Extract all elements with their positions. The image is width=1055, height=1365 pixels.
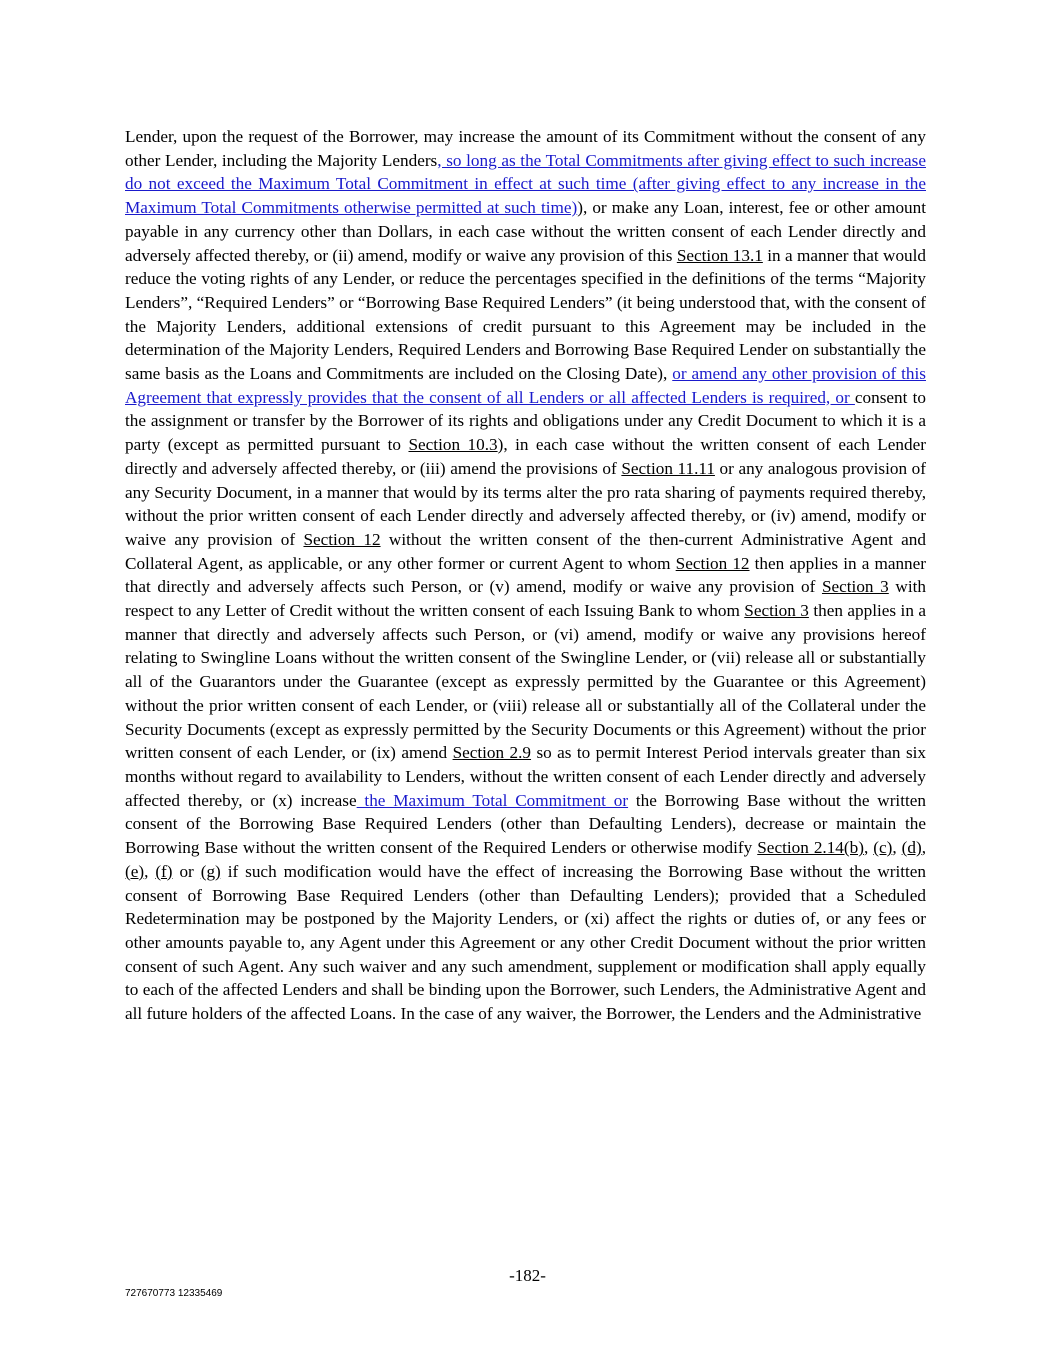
section-reference: (f) (155, 861, 173, 881)
text-run: or any analogous provision of any Security Document, in a manner that would by its terms alter the pro rata sharing of payments required thereby, without the prior written consent of each Lender directly and adversely affected thereby, or (iv) amend, modify or waive any provision of (125, 458, 926, 549)
text-run: Lender, upon the request of the Borrower, may increase the amount of its Commitment without the consent of any other Lender, including the Majority Lenders (125, 127, 926, 170)
section-reference: (d) (901, 838, 922, 858)
text-run: , (863, 838, 874, 858)
text-run: , (144, 861, 156, 881)
text-run: with respect to any Letter of Credit without the written consent of each Issuing Bank to whom (125, 577, 926, 621)
section-reference: Section 2.14(b) (757, 838, 864, 858)
text-run: ), or make any Loan, interest, fee or other amount payable in any currency other than Dollars, in each case without the written consent of each Lender directly and adversely affected thereby, or (ii) amend, modify or waive any provision of this (125, 198, 926, 265)
text-run: , (892, 838, 902, 858)
text-run: the Borrowing Base without the written consent of the Borrowing Base Required Lenders (other than Defaulting Lenders), decrease or maintain the Borrowing Base without the written consent of the Required Lenders or otherwise modify (125, 790, 926, 858)
text-run: ), in each case without the written consent of each Lender directly and adversely affected thereby, or (iii) amend the provisions of (125, 435, 926, 478)
section-reference: Section 10.3 (408, 435, 498, 455)
inserted-text: or amend any other provision of this Agreement that expressly provides that the consent of all Lenders or all affected Lenders is required, or (125, 364, 926, 407)
section-reference: Section 11.11 (621, 458, 715, 478)
section-reference: Section 3 (744, 601, 809, 621)
inserted-text: the Maximum Total Commitment or (356, 790, 629, 810)
text-run: in a manner that would reduce the voting rights of any Lender, or reduce the percentages specified in the definitions of the terms “Majority Lenders”, “Required Lenders” or “Borrowing Base Required Lenders” (it being understood that, with the consent of the Majority Lenders, additional extensions of credit pursuant to this Agreement may be included in the determination of the Majority Lenders, Required Lenders and Borrowing Base Required Lender on substantially the same basis as the Loans and Commitments are included on the Closing Date), (125, 245, 927, 384)
section-reference: Section 3 (821, 577, 889, 597)
text-run: consent to the assignment or transfer by the Borrower of its rights and obligations under any Credit Document to which it is a party (except as permitted pursuant to (125, 387, 926, 455)
section-reference: (g) (200, 861, 221, 881)
inserted-text: , so long as the Total Commitments after giving effect to such increase do not exceed the Maximum Total Commitment in effect at such time (after giving effect to any increase in the Maximum Total Commitments otherwise permitted at such time) (125, 150, 926, 218)
section-reference: (c) (873, 838, 893, 858)
text-run: then applies in a manner that directly and adversely affects such Person, or (vi) amend, modify or waive any provisions hereof relating to Swingline Loans without the written consent of the Swingline Lender, or (vii) release all or substantially all of the Guarantors under the Guarantee (except as expressly permitted by the Guarantee or this Agreement) without the prior written consent of each Lender, or (viii) release all or substantially all of the Collateral under the Security Documents (except as expressly permitted by the Security Documents or this Agreement) without the prior written consent of each Lender, or (ix) amend (125, 601, 926, 763)
section-reference: Section 13.1 (676, 245, 763, 265)
section-reference: Section 12 (675, 553, 750, 573)
text-run: so as to permit Interest Period intervals greater than six months without regard to availability to Lenders, without the written consent of each Lender directly and adversely affected thereby, or (x) increase (125, 743, 926, 810)
text-run: without the written consent of the then-current Administrative Agent and Collateral Agent, as applicable, or any other former or current Agent to whom (125, 529, 926, 573)
section-reference: (e) (125, 861, 145, 881)
text-run: then applies in a manner that directly and adversely affects such Person, or (v) amend, modify or waive any provision of (125, 553, 926, 597)
body-paragraph (125, 125, 926, 1026)
document-id: 727670773 12335469 (125, 1288, 223, 1299)
text-run: or (172, 861, 201, 881)
section-reference: Section 2.9 (452, 743, 532, 763)
text-run: if such modification would have the effect of increasing the Borrowing Base without the written consent of Borrowing Base Required Lenders (other than Defaulting Lenders); provided that a Scheduled Redetermination may be postponed by the Majority Lenders, or (xi) affect the rights or duties of, or any fees or other amounts payable to, any Agent under this Agreement or any other Credit Document without the prior written consent of such Agent. Any such waiver and any such amendment, supplement or modification shall apply equally to each of the affected Lenders and shall be binding upon the Borrower, such Lenders, the Administrative Agent and all future holders of the affected Loans. In the case of any waiver, the Borrower, the Lenders and the Administrative (125, 861, 926, 1024)
section-reference: Section 12 (303, 529, 381, 549)
page-number: -182- (509, 1266, 546, 1285)
text-run: , (921, 838, 926, 858)
